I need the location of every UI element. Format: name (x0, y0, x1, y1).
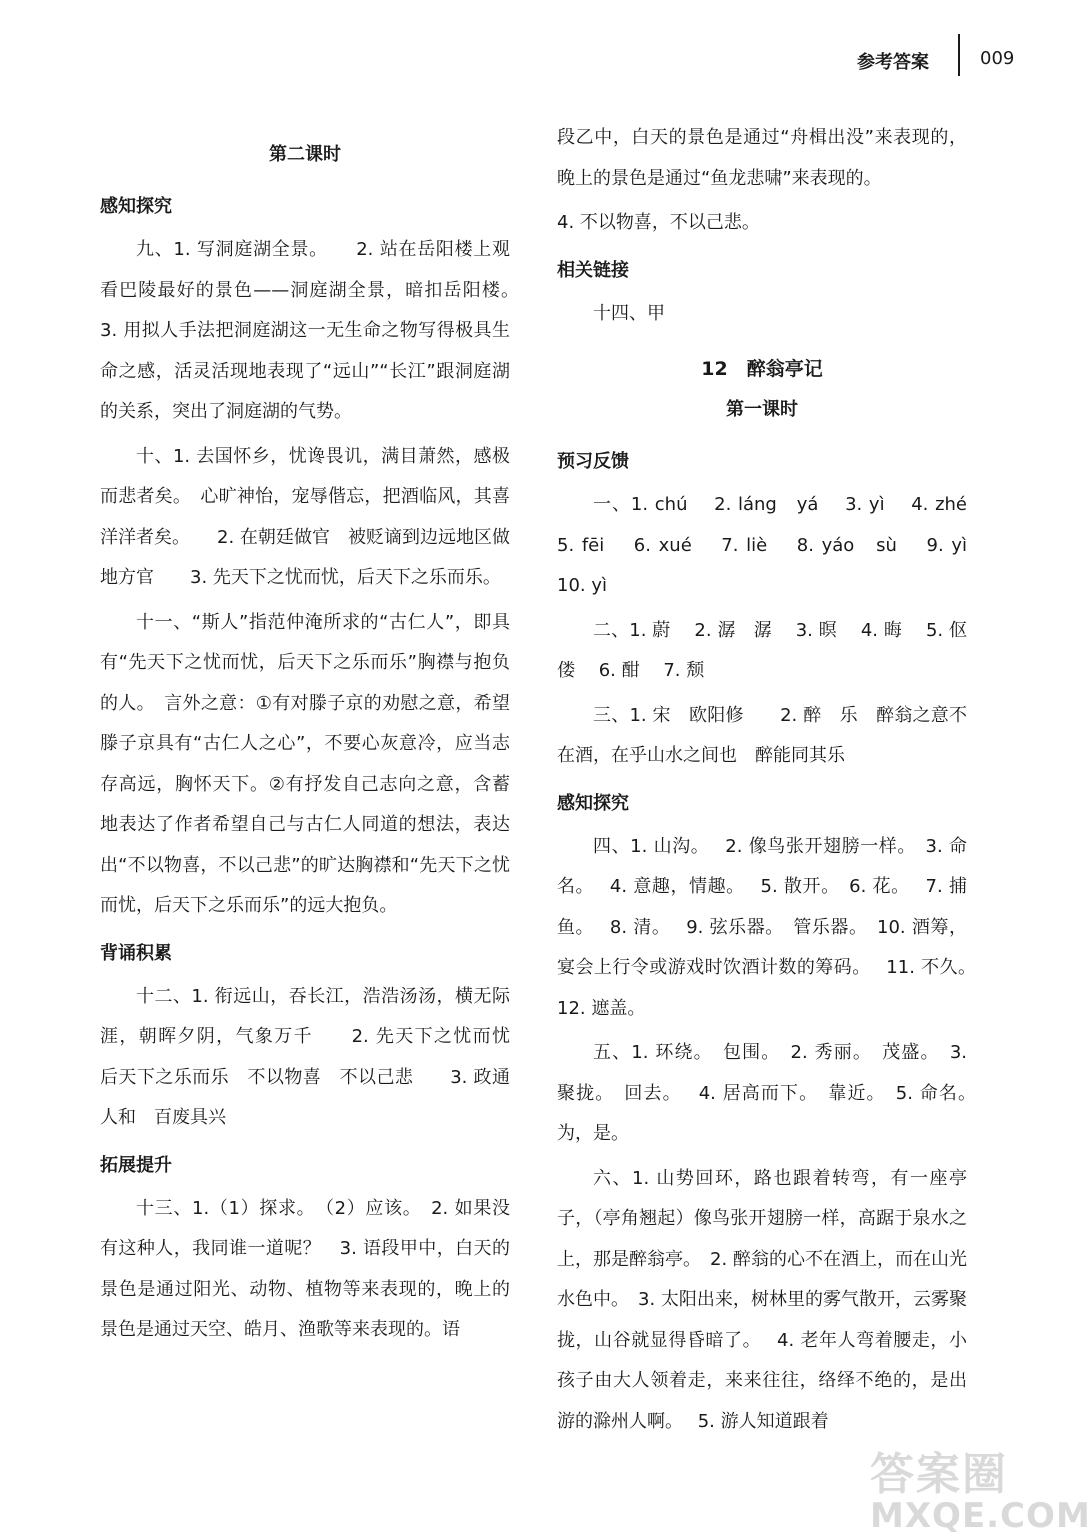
answer-3: 三、1. 宋 欧阳修 2. 醉 乐 醉翁之意不在酒，在乎山水之间也 醉能同其乐 (557, 704, 967, 766)
header-divider (958, 34, 960, 76)
answer-12: 十二、1. 衔远山，吞长江，浩浩汤汤，横无际涯，朝晖夕阴，气象万千 2. 先天下之忧而忧 后天下之乐而乐 不以物喜 不以己悲 3. 政通人和 百废具兴 (100, 985, 528, 1128)
answer-14: 十四、甲 (593, 302, 665, 324)
lesson-subtitle: 第一课时 (726, 399, 798, 420)
header-title: 参考答案 (857, 52, 929, 73)
answer-4: 四、1. 山沟。 2. 像鸟张开翅膀一样。 3. 命名。 4. 意趣，情趣。 5. 散开。 6. 花。 7. 捕鱼。 8. 清。 9. 弦乐器。 管乐器。 10. 酒筹，宴会上行令或游戏时饮酒计数的筹码。 11. 不久。 12. 遮盖。 (557, 835, 991, 1019)
section-heading-preview: 预习反馈 (557, 451, 629, 472)
page-header (0, 0, 1064, 90)
section-heading-links: 相关链接 (557, 259, 629, 281)
section-heading-extension: 拓展提升 (100, 1154, 172, 1176)
answer-13-continued: 段乙中，白天的景色是通过“舟楫出没”来表现的，晚上的景色是通过“鱼龙悲啸”来表现的。 (557, 127, 967, 189)
answer-13-item-4: 4. 不以物喜，不以己悲。 (557, 212, 760, 233)
answer-10: 十、1. 去国怀乡，忧谗畏讥，满目萧然，感极而悲者矣。 心旷神怡，宠辱偕忘，把酒临风，其喜洋洋者矣。 2. 在朝廷做官 被贬谪到边远地区做地方官 3. 先天下之忧而忧，后天下之乐而乐。 (100, 445, 510, 588)
lesson-title: 12 醉翁亭记 (701, 358, 823, 380)
section-heading-recitation: 背诵积累 (100, 942, 172, 964)
answer-11: 十一、“斯人”指范仲淹所求的“古仁人”，即具有“先天下之忧而忧，后天下之乐而乐”胸襟与抱负的人。 言外之意：①有对滕子京的劝慰之意，希望滕子京具有“古仁人之心”，不要心灰意冷，应当志存高远，胸怀天下。②有抒发自己志向之意，含蓄地表达了作者希望自己与古仁人同道的想法，表达出“不以物喜，不以己悲”的旷达胸襟和“先天下之忧而忧，后天下之乐而乐”的远大抱负。 (100, 611, 510, 916)
section-heading-perception-2: 感知探究 (557, 792, 629, 814)
section-subtitle: 第二课时 (269, 144, 341, 165)
watermark-text-top: 答案圈 (870, 1449, 1008, 1500)
watermark-logo (870, 1438, 1091, 1536)
answer-6: 六、1. 山势回环，路也跟着转弯，有一座亭子，（亭角翘起）像鸟张开翅膀一样，高踞于泉水之上，那是醉翁亭。 2. 醉翁的心不在酒上，而在山光水色中。 3. 太阳出来，树林里的雾气散开，云雾聚拢，山谷就显得昏暗了。 4. 老年人弯着腰走，小孩子由大人领着走，来来往往，络绎不绝的，是出游的滁州人啊。 5. 游人知道跟着 (557, 1167, 967, 1432)
left-column (100, 130, 528, 1355)
answer-1: 一、1. chú 2. láng yá 3. yì 4. zhé 5. fēi 6. xué 7. liè 8. yáo sù 9. yì 10. yì (557, 494, 991, 596)
answer-2: 二、1. 蔚 2. 潺 潺 3. 暝 4. 晦 5. 伛 偻 6. 酣 7. 颓 (557, 619, 985, 681)
section-heading-perception: 感知探究 (100, 196, 172, 217)
answer-13: 十三、1.（1）探求。 （2）应该。 2. 如果没有这种人，我同谁一道呢？ 3. 语段甲中，白天的景色是通过阳光、动物、植物等来表现的，晚上的景色是通过天空、皓月、渔歌等来表现的。语 (100, 1197, 510, 1340)
right-column (557, 118, 991, 1446)
page-number: 009 (980, 48, 1015, 69)
watermark-text-bottom: MXQE.COM (870, 1496, 1091, 1536)
answer-5: 五、1. 环绕。 包围。 2. 秀丽。 茂盛。 3. 聚拢。 回去。 4. 居高而下。 靠近。 5. 命名。 为，是。 (557, 1042, 985, 1144)
answer-9: 九、1. 写洞庭湖全景。 2. 站在岳阳楼上观看巴陵最好的景色——洞庭湖全景，暗扣岳阳楼。 3. 用拟人手法把洞庭湖这一无生命之物写得极具生命之感，活灵活现地表现了“远山”“长江”跟洞庭湖的关系，突出了洞庭湖的气势。 (100, 239, 528, 422)
